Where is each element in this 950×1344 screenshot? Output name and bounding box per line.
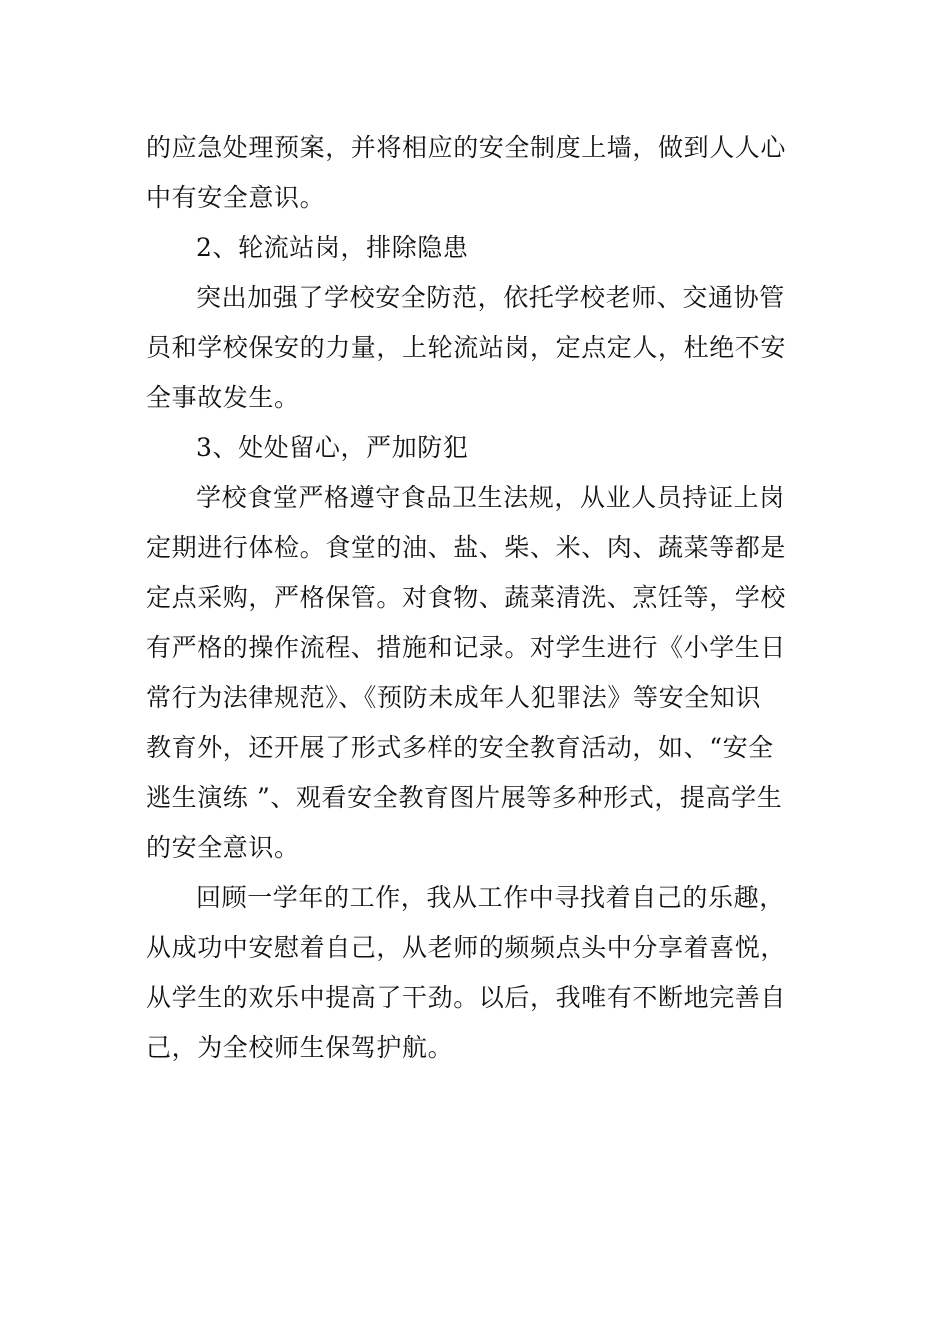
section-heading: 3、处处留心，严加防犯 — [196, 433, 469, 462]
text-line: 的应急处理预案，并将相应的安全制度上墙，做到人人心 — [146, 133, 787, 162]
text-line: 定期进行体检。食堂的油、盐、柴、米、肉、蔬菜等都是 — [146, 533, 787, 562]
text-line: 教育外，还开展了形式多样的安全教育活动，如、“安全 — [146, 733, 774, 762]
text-line: 从成功中安慰着自己，从老师的频频点头中分享着喜悦， — [146, 933, 787, 962]
text-line: 常行为法律规范》、《预防未成年人犯罪法》等安全知识 — [146, 683, 762, 712]
section-heading: 2、轮流站岗，排除隐患 — [196, 233, 469, 262]
text-line: 学校食堂严格遵守食品卫生法规，从业人员持证上岗 — [196, 483, 785, 512]
text-line: 从学生的欢乐中提高了干劲。以后，我唯有不断地完善自 — [146, 983, 787, 1012]
text-line: 突出加强了学校安全防范，依托学校老师、交通协管 — [196, 283, 785, 312]
text-line: 有严格的操作流程、措施和记录。对学生进行《小学生日 — [146, 633, 787, 662]
text-line: 全事故发生。 — [146, 383, 300, 412]
text-line: 回顾一学年的工作，我从工作中寻找着自己的乐趣， — [196, 883, 785, 912]
text-line: 定点采购，严格保管。对食物、蔬菜清洗、烹饪等，学校 — [146, 583, 787, 612]
text-line: 己，为全校师生保驾护航。 — [146, 1033, 454, 1062]
text-line: 中有安全意识。 — [146, 183, 326, 212]
text-line: 的安全意识。 — [146, 833, 300, 862]
text-line: 逃生演练 ”、观看安全教育图片展等多种形式，提高学生 — [146, 783, 783, 812]
text-line: 员和学校保安的力量，上轮流站岗，定点定人，杜绝不安 — [146, 333, 787, 362]
